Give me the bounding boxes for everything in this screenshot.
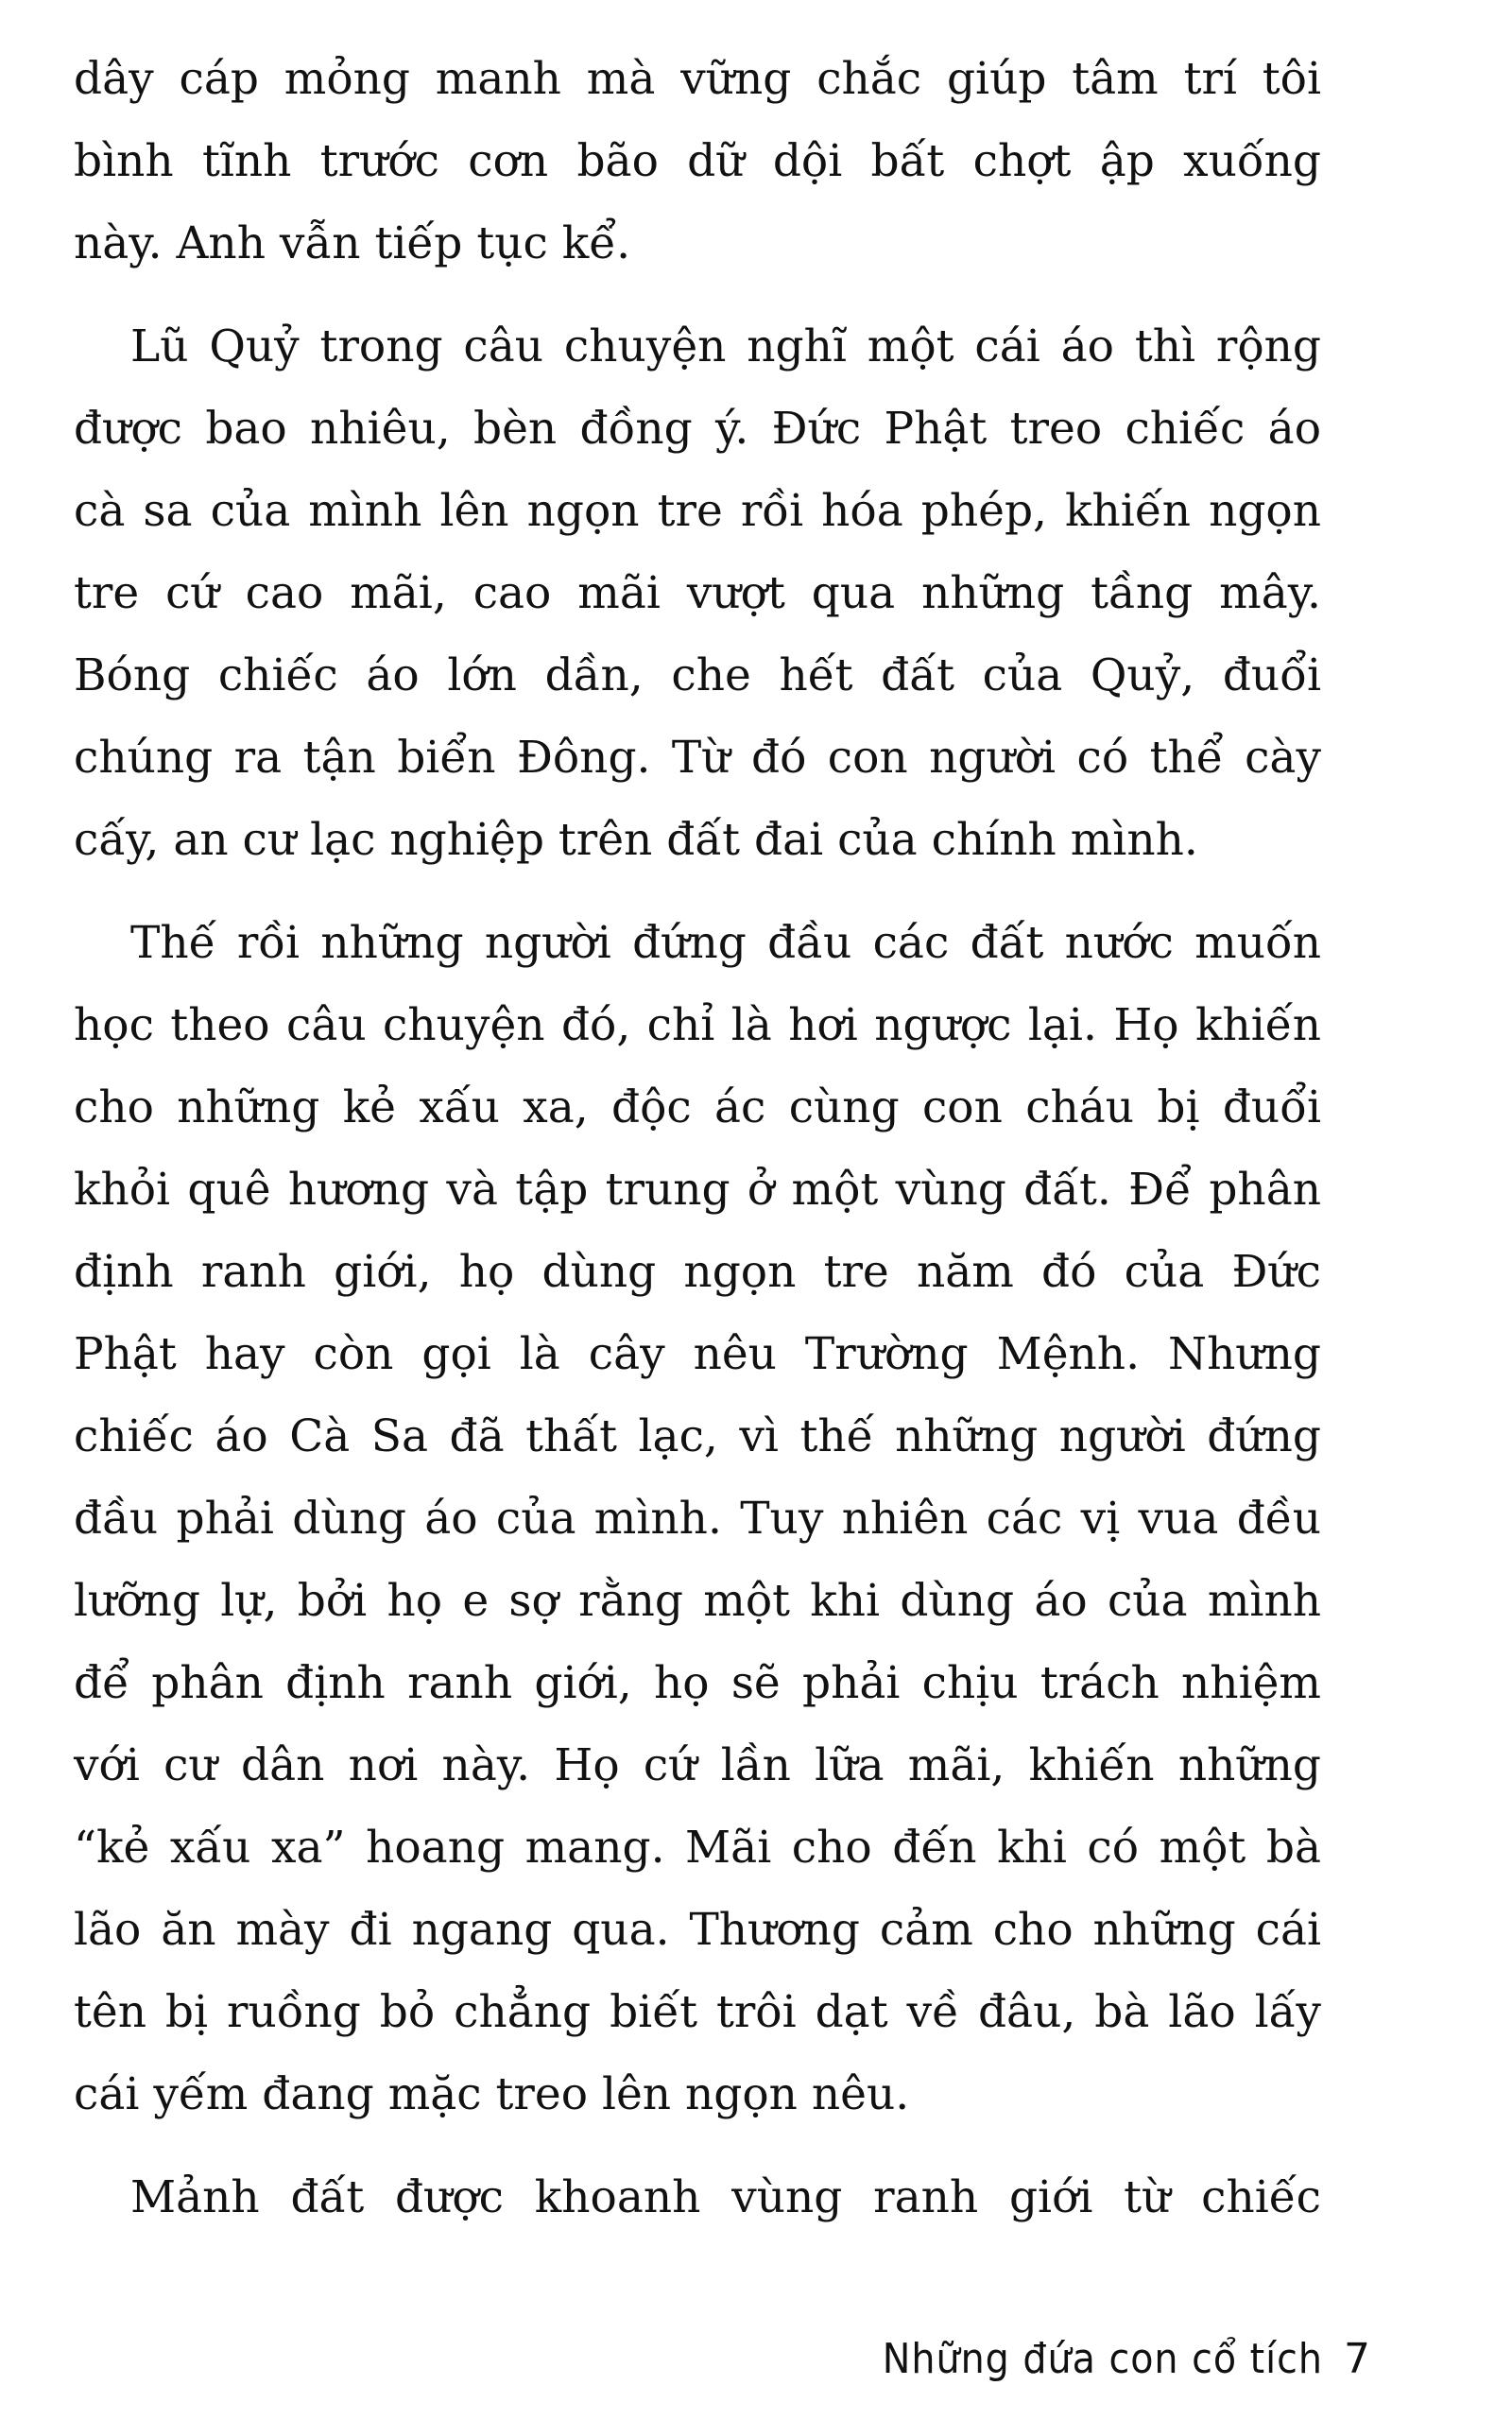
text-line: cấy, an cư lạc nghiệp trên đất đai của chính mình. <box>74 814 1198 866</box>
text-line: Mảnh đất được khoanh vùng ranh giới từ chiếc <box>130 2171 1321 2223</box>
text-line: “kẻ xấu xa” hoang mang. Mãi cho đến khi có một bà <box>74 1822 1321 1874</box>
text-line: chiếc áo Cà Sa đã thất lạc, vì thế những người đứng <box>74 1410 1321 1462</box>
text-line: cái yếm đang mặc treo lên ngọn nêu. <box>74 2068 910 2120</box>
text-line: lão ăn mày đi ngang qua. Thương cảm cho những cái <box>74 1904 1321 1956</box>
text-line: khỏi quê hương và tập trung ở một vùng đất. Để phân <box>74 1164 1321 1216</box>
text-line: Thế rồi những người đứng đầu các đất nước muốn <box>130 917 1321 969</box>
text-line: này. Anh vẫn tiếp tục kể. <box>74 217 631 269</box>
text-line: định ranh giới, họ dùng ngọn tre năm đó của Đức <box>74 1246 1321 1298</box>
text-line: chúng ra tận biển Đông. Từ đó con người có thể cày <box>74 732 1321 784</box>
text-line: dây cáp mỏng manh mà vững chắc giúp tâm trí tôi <box>74 53 1321 105</box>
page-number: 7 <box>1344 2335 1370 2383</box>
text-line: tre cứ cao mãi, cao mãi vượt qua những tầng mây. <box>74 567 1321 619</box>
text-line: lưỡng lự, bởi họ e sợ rằng một khi dùng áo của mình <box>74 1575 1321 1627</box>
text-line: Lũ Quỷ trong câu chuyện nghĩ một cái áo thì rộng <box>130 320 1321 372</box>
text-line: học theo câu chuyện đó, chỉ là hơi ngược lại. Họ khiến <box>74 999 1321 1051</box>
text-line: tên bị ruồng bỏ chẳng biết trôi dạt về đâu, bà lão lấy <box>74 1986 1321 2038</box>
text-line: Phật hay còn gọi là cây nêu Trường Mệnh. Nhưng <box>74 1328 1321 1380</box>
text-line: để phân định ranh giới, họ sẽ phải chịu trách nhiệm <box>74 1657 1321 1709</box>
text-line: bình tĩnh trước cơn bão dữ dội bất chợt ập xuống <box>74 135 1321 187</box>
text-line: cho những kẻ xấu xa, độc ác cùng con cháu bị đuổi <box>74 1081 1321 1133</box>
page-body-text <box>74 38 1321 2238</box>
paragraph-1 <box>74 38 1321 285</box>
paragraph-2 <box>74 305 1321 881</box>
text-line: được bao nhiêu, bèn đồng ý. Đức Phật treo chiếc áo <box>74 403 1321 455</box>
running-footer-title: Những đứa con cổ tích <box>882 2335 1323 2383</box>
text-line: với cư dân nơi này. Họ cứ lần lữa mãi, khiến những <box>74 1739 1321 1791</box>
text-line: đầu phải dùng áo của mình. Tuy nhiên các vị vua đều <box>74 1493 1321 1545</box>
paragraph-4 <box>74 2156 1321 2238</box>
paragraph-3 <box>74 902 1321 2135</box>
text-line: Bóng chiếc áo lớn dần, che hết đất của Quỷ, đuổi <box>74 649 1321 701</box>
text-line: cà sa của mình lên ngọn tre rồi hóa phép, khiến ngọn <box>74 485 1321 537</box>
